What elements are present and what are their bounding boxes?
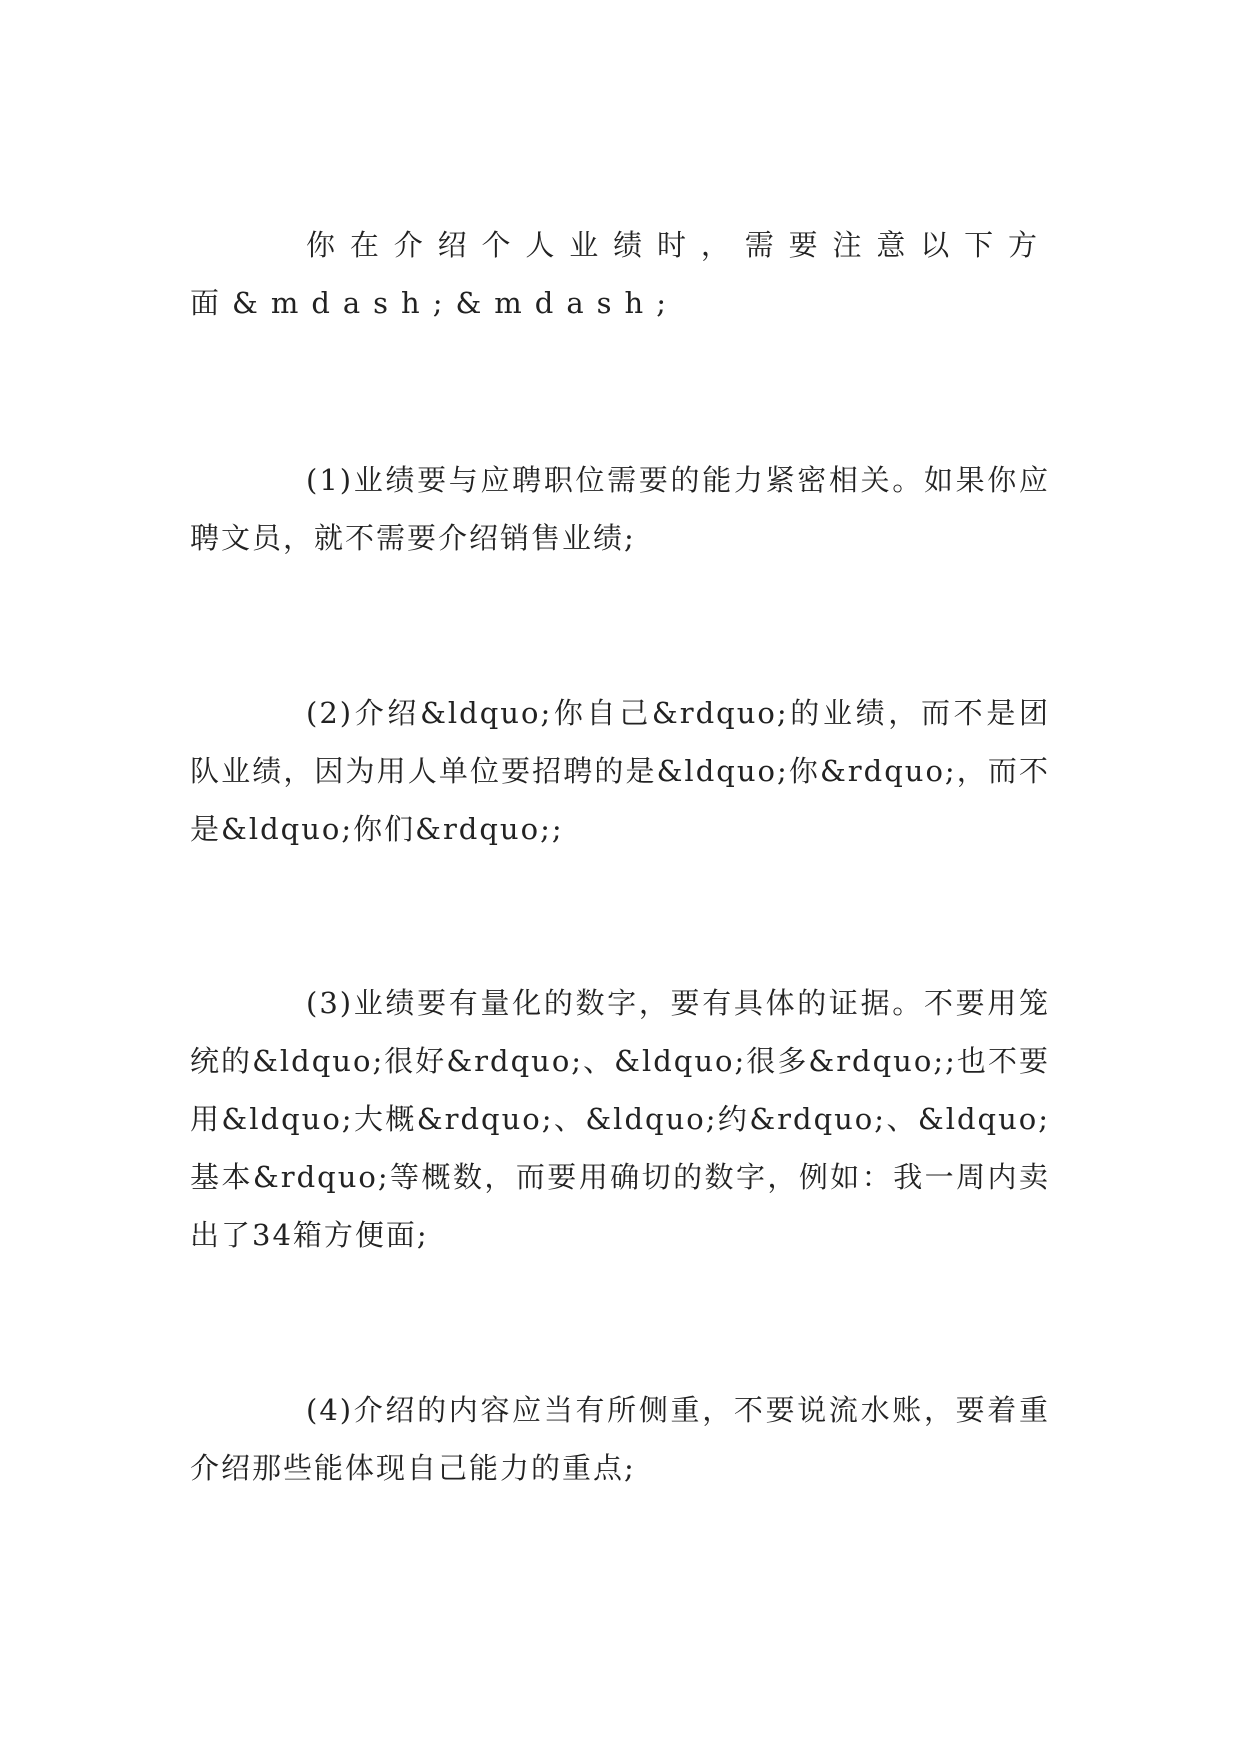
paragraph-intro: 你在介绍个人业绩时，需要注意以下方面&mdash;&mdash; <box>190 228 1050 320</box>
paragraph-point-3: (3)业绩要有量化的数字，要有具体的证据。不要用笼统的&ldquo;很好&rdquo;、&ldquo;很多&rdquo;;也不要用&ldquo;大概&rdquo;、&ldquo;约&rdquo;、&ldquo;基本&rdquo;等概数，而要用确切的数字，例如：我一周内卖出了34箱方便面; <box>190 986 1050 1252</box>
paragraph-point-2: (2)介绍&ldquo;你自己&rdquo;的业绩，而不是团队业绩，因为用人单位要招聘的是&ldquo;你&rdquo;，而不是&ldquo;你们&rdquo;; <box>190 696 1050 846</box>
paragraph-point-4: (4)介绍的内容应当有所侧重，不要说流水账，要着重介绍那些能体现自己能力的重点; <box>190 1393 1050 1485</box>
paragraph-point-1: (1)业绩要与应聘职位需要的能力紧密相关。如果你应聘文员，就不需要介绍销售业绩; <box>190 463 1050 555</box>
